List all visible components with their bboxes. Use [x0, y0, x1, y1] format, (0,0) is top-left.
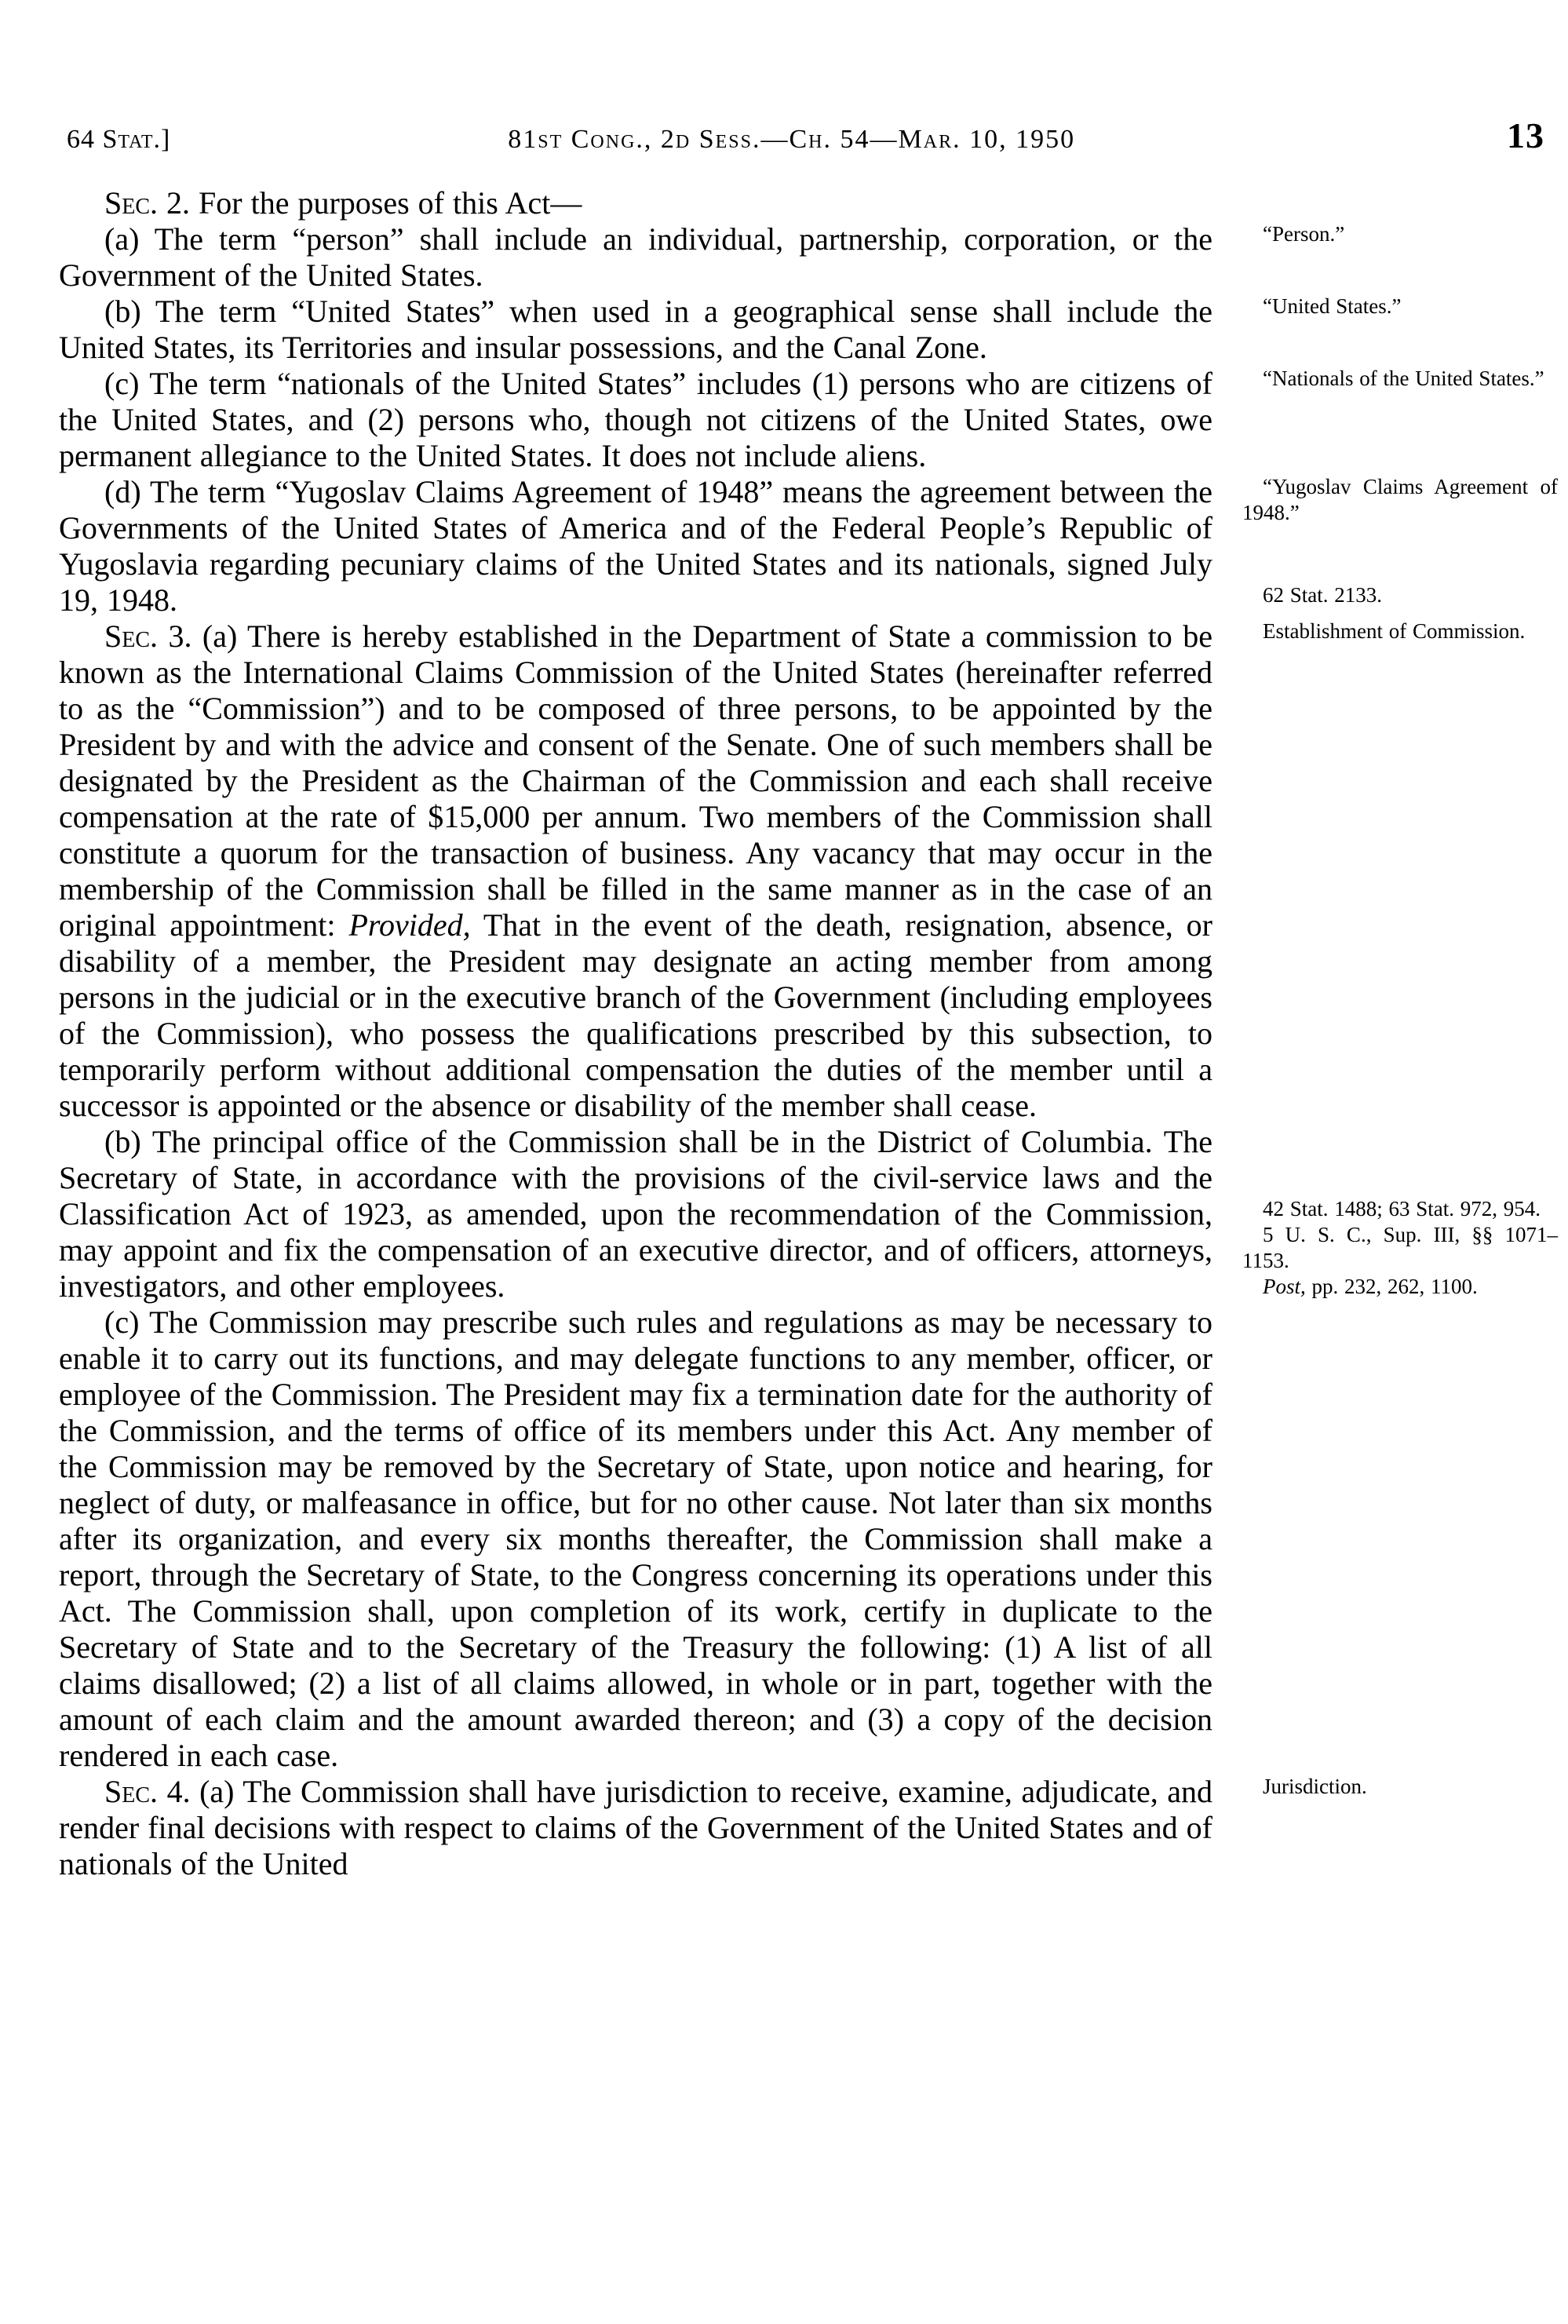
text-run: 5 U. S. C., Sup. III, §§ 1071–1153. [1242, 1223, 1558, 1272]
text-run: 62 Stat. 2133. [1263, 583, 1383, 607]
margin-note-line [1242, 1222, 1558, 1274]
margin-note-line [1242, 1196, 1558, 1222]
body-paragraph [59, 366, 1544, 474]
text-run: “Nationals of the United States.” [1263, 367, 1544, 390]
note-jurisdiction [1242, 1774, 1558, 1800]
note-nationals-of-united-states [1242, 366, 1558, 392]
body-column [59, 185, 1558, 1882]
text-run: “United States.” [1263, 294, 1402, 318]
note-yugoslav-claims-agreement [1242, 474, 1558, 526]
body-paragraph [59, 1774, 1367, 1882]
section-label: Sec. [104, 618, 159, 654]
note-statute-citations [1242, 1196, 1558, 1300]
text-run: (b) The principal office of the Commission shall be in the District of Columbia. The Secretary of State, in accordance with the provisions of the civil-service laws and the Classification Act of 1923, as amended, upon the recommendation of the Commission, may appoint and fix the compensation of an executive director, and of officers, attorneys, investigators, and other employees. [59, 1124, 1212, 1304]
body-paragraph [59, 1124, 1558, 1304]
note-establishment-of-commission [1242, 618, 1558, 644]
margin-note-line [1242, 221, 1558, 247]
margin-note-line [1242, 618, 1558, 644]
margin-note-line [1242, 366, 1558, 392]
section-label: Sec. [104, 185, 159, 221]
italic-run: Post, [1263, 1275, 1306, 1298]
text-run: “Yugoslav Claims Agreement of 1948.” [1242, 475, 1558, 524]
text-run: 4. (a) The Commission shall have jurisdiction to receive, examine, adjudicate, and render final decisions with respect to claims of the Government of the United States and of nationals of the United [59, 1774, 1212, 1881]
text-run: 2. For the purposes of this Act— [158, 185, 582, 221]
margin-note-line [1242, 474, 1558, 526]
note-person [1242, 221, 1558, 247]
body-paragraph [59, 294, 1402, 366]
body-paragraph [59, 474, 1558, 618]
section-label: Sec. [104, 1774, 159, 1809]
volume-stat-label: 64 Stat.] [67, 125, 171, 154]
text-run: “Person.” [1263, 222, 1345, 246]
margin-note-line [1242, 294, 1558, 319]
running-title: 81st Cong., 2d Sess.—Ch. 54—Mar. 10, 1950 [508, 125, 1076, 154]
body-paragraph [59, 185, 1212, 221]
text-run: (a) The term “person” shall include an individual, partnership, corporation, or the Government of the United States. [59, 221, 1212, 293]
margin-note-line [1242, 582, 1558, 608]
margin-note-line [1242, 1774, 1558, 1800]
text-run: pp. 232, 262, 1100. [1305, 1275, 1478, 1298]
page-header [67, 115, 1544, 156]
text-run: (c) The Commission may prescribe such rules and regulations as may be necessary to enable it to carry out its functions, and may delegate functions to any member, officer, or employee of the Commission. The President may fix a termination date for the authority of the Commission, and the terms of office of its members under this Act. Any member of the Commission may be removed by the Secretary of State, upon notice and hearing, for neglect of duty, or malfeasance in office, but for no other cause. Not later than six months after its organization, and every six months thereafter, the Commission shall make a report, through the Secretary of State, to the Congress concerning its operations under this Act. The Commission shall, upon completion of its work, certify in duplicate to the Secretary of State and to the Secretary of the Treasury the following: (1) A list of all claims disallowed; (2) a list of all claims allowed, in whole or in part, together with the amount of each claim and the amount awarded thereon; and (3) a copy of the decision rendered in each case. [59, 1304, 1212, 1773]
text-run: (d) The term “Yugoslav Claims Agreement of 1948” means the agreement between the Governments of the United States of America and of the Federal People’s Republic of Yugoslavia regarding pecuniary claims of the United States and its nationals, signed July 19, 1948. [59, 474, 1212, 618]
body-paragraph [59, 221, 1345, 294]
text-run: (b) The term “United States” when used in a geographical sense shall include the United States, its Territories and insular possessions, and the Canal Zone. [59, 294, 1212, 365]
note-united-states [1242, 294, 1558, 319]
text-run: 42 Stat. 1488; 63 Stat. 972, 954. [1263, 1197, 1541, 1220]
text-run: (c) The term “nationals of the United States” includes (1) persons who are citizens of the United States, and (2) persons who, though not citizens of the United States, owe permanent allegiance to the United States. It does not include aliens. [59, 366, 1212, 473]
note-62-stat-2133 [1242, 582, 1558, 608]
text-run: Establishment of Commission. [1263, 619, 1526, 643]
margin-note-line [1242, 1274, 1558, 1300]
text-run: That in the event of the death, resignation, absence, or disability of a member, the President may designate an acting member from among persons in the judicial or in the executive branch of the Government (including employees of the Commission), who possess the qualifications prescribed by this subsection, to temporarily perform without additional compensation the duties of the member until a successor is appointed or the absence or disability of the member shall cease. [59, 907, 1212, 1123]
italic-run: Provided, [348, 907, 471, 943]
page-number: 13 [1507, 115, 1544, 155]
text-run: 3. (a) There is hereby established in the Department of State a commission to be known as the International Claims Commission of the United States (hereinafter referred to as the “Commission”) and to be composed of three persons, to be appointed by the President by and with the advice and consent of the Senate. One of such members shall be designated by the President as the Chairman of the Commission and each shall receive compensation at the rate of $15,000 per annum. Two members of the Commission shall constitute a quorum for the transaction of business. Any vacancy that may occur in the membership of the Commission shall be filled in the same manner as in the case of an original appointment: [59, 618, 1212, 943]
text-run: Jurisdiction. [1263, 1775, 1367, 1798]
body-paragraph [59, 1304, 1212, 1774]
body-paragraph [59, 618, 1526, 1124]
